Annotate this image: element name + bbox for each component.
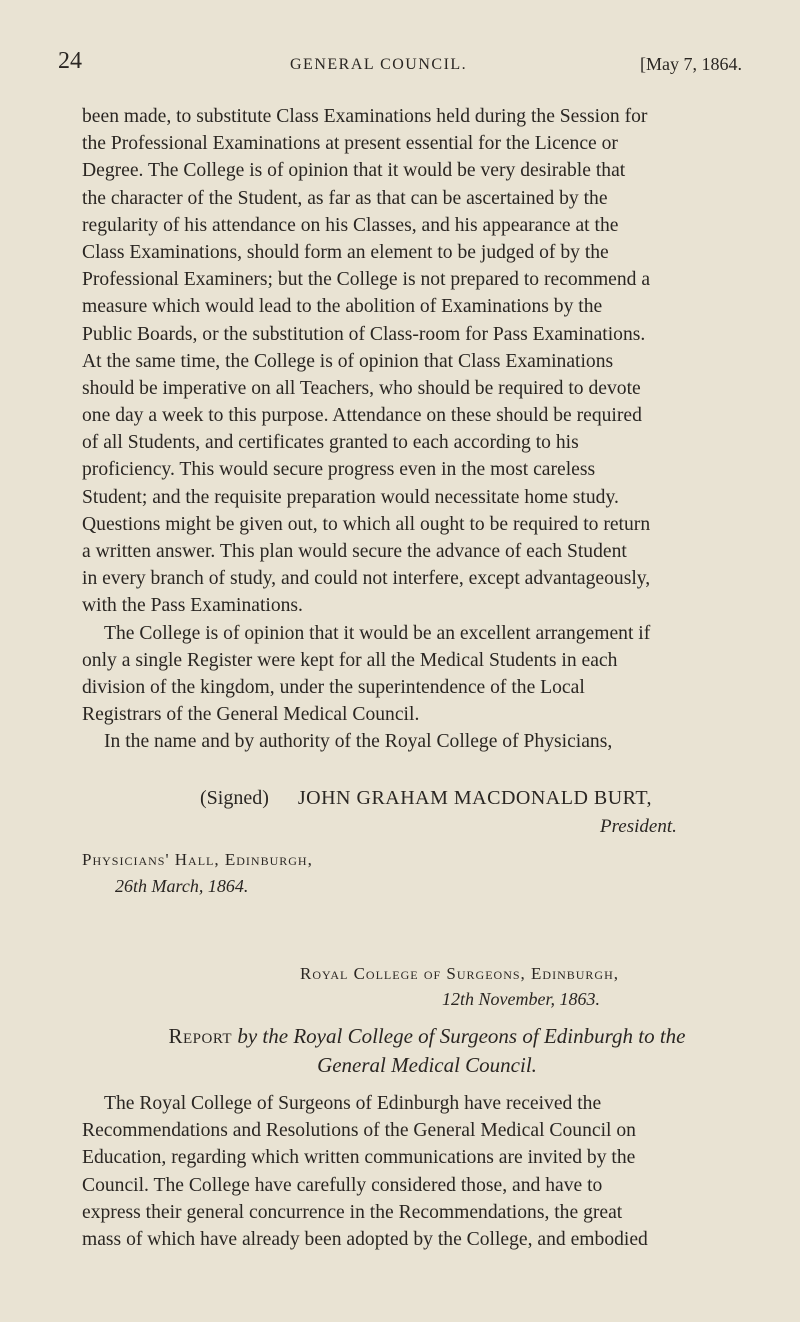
text-line: express their general concurrence in the Recommendations, the great [82, 1201, 623, 1223]
text-line: Education, regarding which written communications are invited by the [82, 1147, 636, 1169]
text-line: with the Pass Examinations. [82, 595, 303, 617]
text-line: should be imperative on all Teachers, who should be required to devote [82, 377, 641, 399]
place-date-1: 26th March, 1864. [115, 876, 249, 896]
text-line: Recommendations and Resolutions of the General Medical Council on [82, 1120, 636, 1142]
text-line: proficiency. This would secure progress even in the most careless [82, 459, 596, 481]
text-line: Degree. The College is of opinion that it would be very desirable that [82, 160, 626, 182]
page-number: 24 [58, 48, 82, 74]
page-header [58, 48, 758, 78]
text-line: division of the kingdom, under the superintendence of the Local [82, 676, 585, 698]
text-line: regularity of his attendance on his Classes, and his appearance at the [82, 214, 619, 236]
place-address-2 [300, 964, 619, 984]
signatory-name: JOHN GRAHAM MACDONALD BURT, [297, 787, 653, 809]
report-heading-text: by the Royal College of Surgeons of Edinburgh to the [237, 1024, 686, 1048]
text-line: one day a week to this purpose. Attendance on these should be required [82, 405, 642, 427]
text-line: Student; and the requisite preparation would necessitate home study. [82, 486, 619, 508]
address-text: Physicians' Hall, Edinburgh, [82, 850, 313, 869]
text-line: mass of which have already been adopted by the College, and embodied [82, 1228, 648, 1250]
text-line: of all Students, and certificates granted to each according to his [82, 432, 579, 454]
text-line: in every branch of study, and could not interfere, except advantageously, [82, 568, 651, 590]
text-line: Registrars of the General Medical Council. [82, 704, 420, 726]
signatory-title: President. [600, 816, 677, 837]
signature-line [200, 787, 652, 810]
text-line: the character of the Student, as far as that can be ascertained by the [82, 187, 608, 209]
text-line: At the same time, the College is of opinion that Class Examinations [82, 350, 614, 372]
header-date: [May 7, 1864. [640, 54, 742, 74]
running-title: GENERAL COUNCIL. [290, 56, 468, 73]
report-heading-text-2: General Medical Council. [317, 1053, 537, 1077]
report-word: Report [168, 1024, 233, 1048]
signed-label: (Signed) [200, 787, 269, 809]
text-line: Professional Examiners; but the College is not prepared to recommend a [82, 269, 651, 291]
text-line: The Royal College of Surgeons of Edinburgh have received the [104, 1093, 602, 1114]
text-line: Council. The College have carefully considered those, and have to [82, 1174, 603, 1196]
report-heading-line-2 [82, 1051, 772, 1080]
place-date-2: 12th November, 1863. [442, 989, 600, 1009]
text-line: measure which would lead to the abolition of Examinations by the [82, 296, 603, 318]
report-body [82, 1090, 782, 1253]
text-line: a written answer. This plan would secure the advance of each Student [82, 541, 627, 562]
text-line: the Professional Examinations at present essential for the Licence or [82, 133, 618, 155]
text-line: Questions might be given out, to which all ought to be required to return [82, 513, 651, 535]
main-text [82, 103, 772, 756]
place-address-1 [82, 850, 313, 870]
text-line: Public Boards, or the substitution of Class-room for Pass Examinations. [82, 323, 646, 345]
text-line: only a single Register were kept for all the Medical Students in each [82, 649, 618, 671]
report-heading [82, 1022, 772, 1080]
text-line: Class Examinations, should form an element to be judged of by the [82, 241, 609, 263]
text-line: The College is of opinion that it would be an excellent arrangement if [104, 622, 651, 644]
text-line: been made, to substitute Class Examinations held during the Session for [82, 106, 648, 127]
address-text: Royal College of Surgeons, Edinburgh, [300, 964, 620, 983]
text-line: In the name and by authority of the Royal College of Physicians, [104, 731, 613, 753]
report-heading-line-1 [82, 1022, 772, 1051]
